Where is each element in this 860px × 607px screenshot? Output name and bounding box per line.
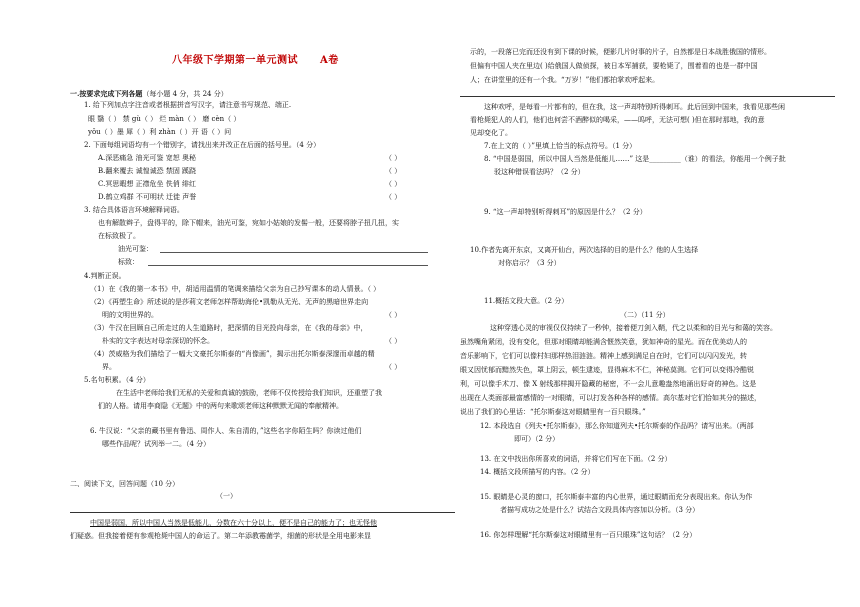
passage-cont-line5: 看枪毙犯人的人们，他们也何尝不酒醉似的喝采，——呜呼，无法可想( )但在那时那地，我的意 — [470, 116, 765, 124]
page-title — [172, 55, 339, 68]
passage-line2: 们疑惑。但我接着便有参观枪毙中国人的命运了。第二年添教霉菌学，细菌的形状是全用电影来显 — [70, 532, 371, 540]
question-2-option-c-paren: （ ） — [385, 180, 402, 188]
section1-heading — [70, 90, 228, 99]
question-11: 11.概括文段大意。（2 分） — [484, 297, 569, 305]
passage-cont-line4: 这种欢呼，是每看一片都有的，但在我，这一声却特别听得刺耳。此后回到中国来，我看见那些闲 — [484, 103, 785, 111]
question-3-answer-line1 — [160, 252, 428, 253]
question-4-item4: （4）茨威格为我们描绘了一幅大文豪托尔斯泰的“肖像画”，揭示出托尔斯泰深邃而卓越的精 — [90, 350, 375, 358]
left-column — [70, 0, 460, 607]
passage2-line3: 音乐影响下，它们可以像村妇那样热泪涟涟。精神上感到满足自在时，它们可以闪闪发光，转 — [460, 352, 747, 360]
question-12-cont: 即可）（2 分） — [514, 435, 560, 443]
question-2-option-b: B.翻来覆去 诚惶诚恐 禁固 蹊跷 — [98, 167, 197, 175]
question-4-item2-paren: （ ） — [385, 311, 402, 319]
question-4-item1: （1）在《我的第一本书》中，胡适用温情的笔调来描绘父亲为自己抄写课本的动人情景。（ ） — [90, 285, 381, 293]
question-1: 1. 给下列加点字注音或者根据拼音写汉字，请注意书写规范、端正. — [84, 101, 292, 109]
passage-cont-line1: 示的，一段落已完而还没有到下课的时候，便影几片时事的片子，自然都是日本战胜俄国的情形。 — [470, 48, 771, 56]
passage2-line2: 虽然嘴角紧闭，没有变化，但那对眼睛却能满含惬然笑意，犹如神奇的星光。而在优美动人的 — [460, 338, 747, 346]
question-4-item3: （3）牛汉在回顾自己所走过的人生道路时，把深情的目光投向母亲，在《我的母亲》中， — [90, 324, 368, 332]
question-15-cont: 者描写成功之处是什么？试结合文段具体内容加以分析。（3 分） — [500, 506, 700, 514]
passage2-line4: 眼又因忧郁而黯然失色，罩上阴云，顿生逮迹，显得麻木不仁，神秘莫测。它们可以变得冷酷锐 — [460, 366, 754, 374]
question-2-option-d: D.鹤立鸡群 不可明状 迁徙 声誉 — [98, 193, 197, 201]
right-column — [460, 0, 850, 607]
passage2-line6: 出现在人类面部最富感情的一对眼睛，可以打发各种各样的感情。高尔基对它们恰如其分的描述， — [460, 394, 761, 402]
question-16: 16. 你怎样理解“托尔斯泰这对眼睛里有一百只眼珠”这句话？（2 分） — [480, 531, 697, 539]
passage-cont-line2: 但偏有中国人夹在里边( )给俄国人做侦探，被日本军捕获，要枪毙了，围着看的也是一群中国 — [470, 62, 758, 70]
question-2-option-a: A.深恶痛急 油光可鉴 宽恕 奥秘 — [98, 154, 196, 162]
passage2-line5: 利，可以像手术刀、像 X 射线那样揭开隐藏的秘密，不一会儿意趣盎然地涌出好奇的神色。这是 — [460, 380, 757, 388]
passage-cont-line3: 人；在讲堂里的还有一个我。“万岁！”他们都拍掌欢呼起来。 — [470, 76, 660, 84]
passage2-line1: 这种穿透心灵的审视仅仅持续了一秒钟，接着便刀剑入鞘，代之以柔和的目光与和蔼的笑容。 — [490, 324, 777, 332]
question-4-item2: （2）《再塑生命》所述说的是莎莉文老师怎样帮助海伦•凯勒从无光、无声的黑暗世界走向 — [90, 298, 369, 306]
question-3-term2: 标致： — [118, 258, 139, 266]
question-8: 8. “中国是弱国，所以中国人当然是低能儿……” 这是_________（谁）的看法，你能用一个例子批 — [484, 155, 786, 163]
section1-score: （每小题 4 分，共 24 分） — [142, 90, 228, 98]
question-4: 4.判断正误。 — [84, 272, 126, 280]
section1-heading-text: 一.按要求完成下列各题 — [70, 89, 143, 98]
question-3-text1: 也有解散辫子，盘得平的，除下帽来，油光可鉴，宛如小姑娘的发髻一般，还要将脖子扭几扭，实 — [98, 219, 399, 227]
question-5: 5.名句积累。（4 分） — [84, 376, 150, 384]
question-4-item4-cont: 界。 — [102, 363, 116, 371]
question-4-item2-cont: 明的文明世界的。 — [102, 311, 158, 319]
question-4-item3-paren: （ ） — [385, 337, 402, 345]
question-6: 6. 牛汉说：“父亲的藏书里有鲁迅、周作人、朱自清的，”这些名字你陌生吗？你读过他们 — [90, 427, 362, 435]
question-13: 13. 在文中找出你所喜欢的词语，并将它们写在下面。（2 分） — [480, 455, 672, 463]
question-15: 15. 眼睛是心灵的窗口，托尔斯泰丰富的内心世界，通过眼睛而充分表现出来。你认为作 — [480, 493, 753, 501]
question-3-term1: 油光可鉴： — [118, 245, 153, 253]
passage-line1: 中国是弱国，所以中国人当然是低能儿，分数在六十分以上，便不是自己的能力了；也无怪他 — [90, 519, 377, 527]
question-3-answer-line2 — [148, 265, 428, 266]
question-2: 2. 下面每组词语均有一个错别字，请找出来并改正在后面的括号里。（4 分） — [84, 141, 321, 149]
part2-label: （二）（11 分） — [620, 311, 670, 319]
question-8-cont: 驳这种错误看法吗？（2 分） — [494, 168, 585, 176]
question-3-text2: 在标致极了。 — [98, 232, 140, 240]
question-9: 9. “这一声却特别听得刺耳”的原因是什么？（2 分） — [484, 208, 647, 216]
divider-rule — [70, 512, 455, 513]
question-14: 14. 概括文段所描写的内容。（2 分） — [480, 468, 595, 476]
question-5-text2: 们的人格。请用李商隐《无题》中的两句来歌颂老师这种默默无闻的奉献精神。 — [98, 402, 343, 410]
title-suffix: A卷 — [320, 55, 339, 66]
question-1-row2: yǒu（ ）墨 犀（ ）利 zhàn（ ）开 语（ ）问 — [88, 128, 232, 136]
question-2-option-a-paren: （ ） — [385, 154, 402, 162]
divider-rule-right — [460, 96, 835, 97]
question-4-item4-paren: （ ） — [385, 363, 402, 371]
question-2-option-d-paren: （ ） — [385, 193, 402, 201]
title-text: 八年级下学期第一单元测试 — [172, 55, 298, 66]
question-10-cont: 对你启示？（3 分） — [498, 259, 561, 267]
question-12: 12. 本段选自《列夫•托尔斯泰》，那么你知道列夫•托尔斯泰的作品吗？请写出来。（两部 — [480, 422, 754, 430]
section2-heading: 二、阅读下文，回答问题（10 分） — [70, 480, 180, 488]
section2-part-label: （一） — [216, 492, 237, 500]
passage-cont-line6: 见却变化了。 — [470, 129, 512, 137]
question-4-item3-cont: 朴实的文字表达对母亲深切的怀念。 — [102, 337, 214, 345]
question-7: 7.在上文的（ ）”里填上恰当的标点符号。（1 分） — [484, 142, 637, 150]
question-2-option-b-paren: （ ） — [385, 167, 402, 175]
question-3: 3. 结合具体语言环境解释词语。 — [84, 206, 184, 214]
question-1-row1: 眼 翳（ ） 禁 gù（ ） 烂 màn（ ） 磨 cèn（ ） — [88, 115, 241, 123]
question-6-cont: 哪些作品呢？试列举一二。（4 分） — [102, 440, 211, 448]
question-5-text1: 在生活中老师给我们无私的关爱和真诚的鼓励，老师不仅传授给我们知识，还重塑了我 — [116, 389, 382, 397]
question-2-option-c: C.冥思暇想 正襟危坐 佚俏 绯红 — [98, 180, 197, 188]
passage2-line7: 说出了我们的心里话：“托尔斯泰这对眼睛里有一百只眼珠。” — [460, 408, 646, 416]
question-10: 10.作者先离开东京，又离开仙台，两次选择的目的是什么？他的人生选择 — [470, 246, 699, 254]
